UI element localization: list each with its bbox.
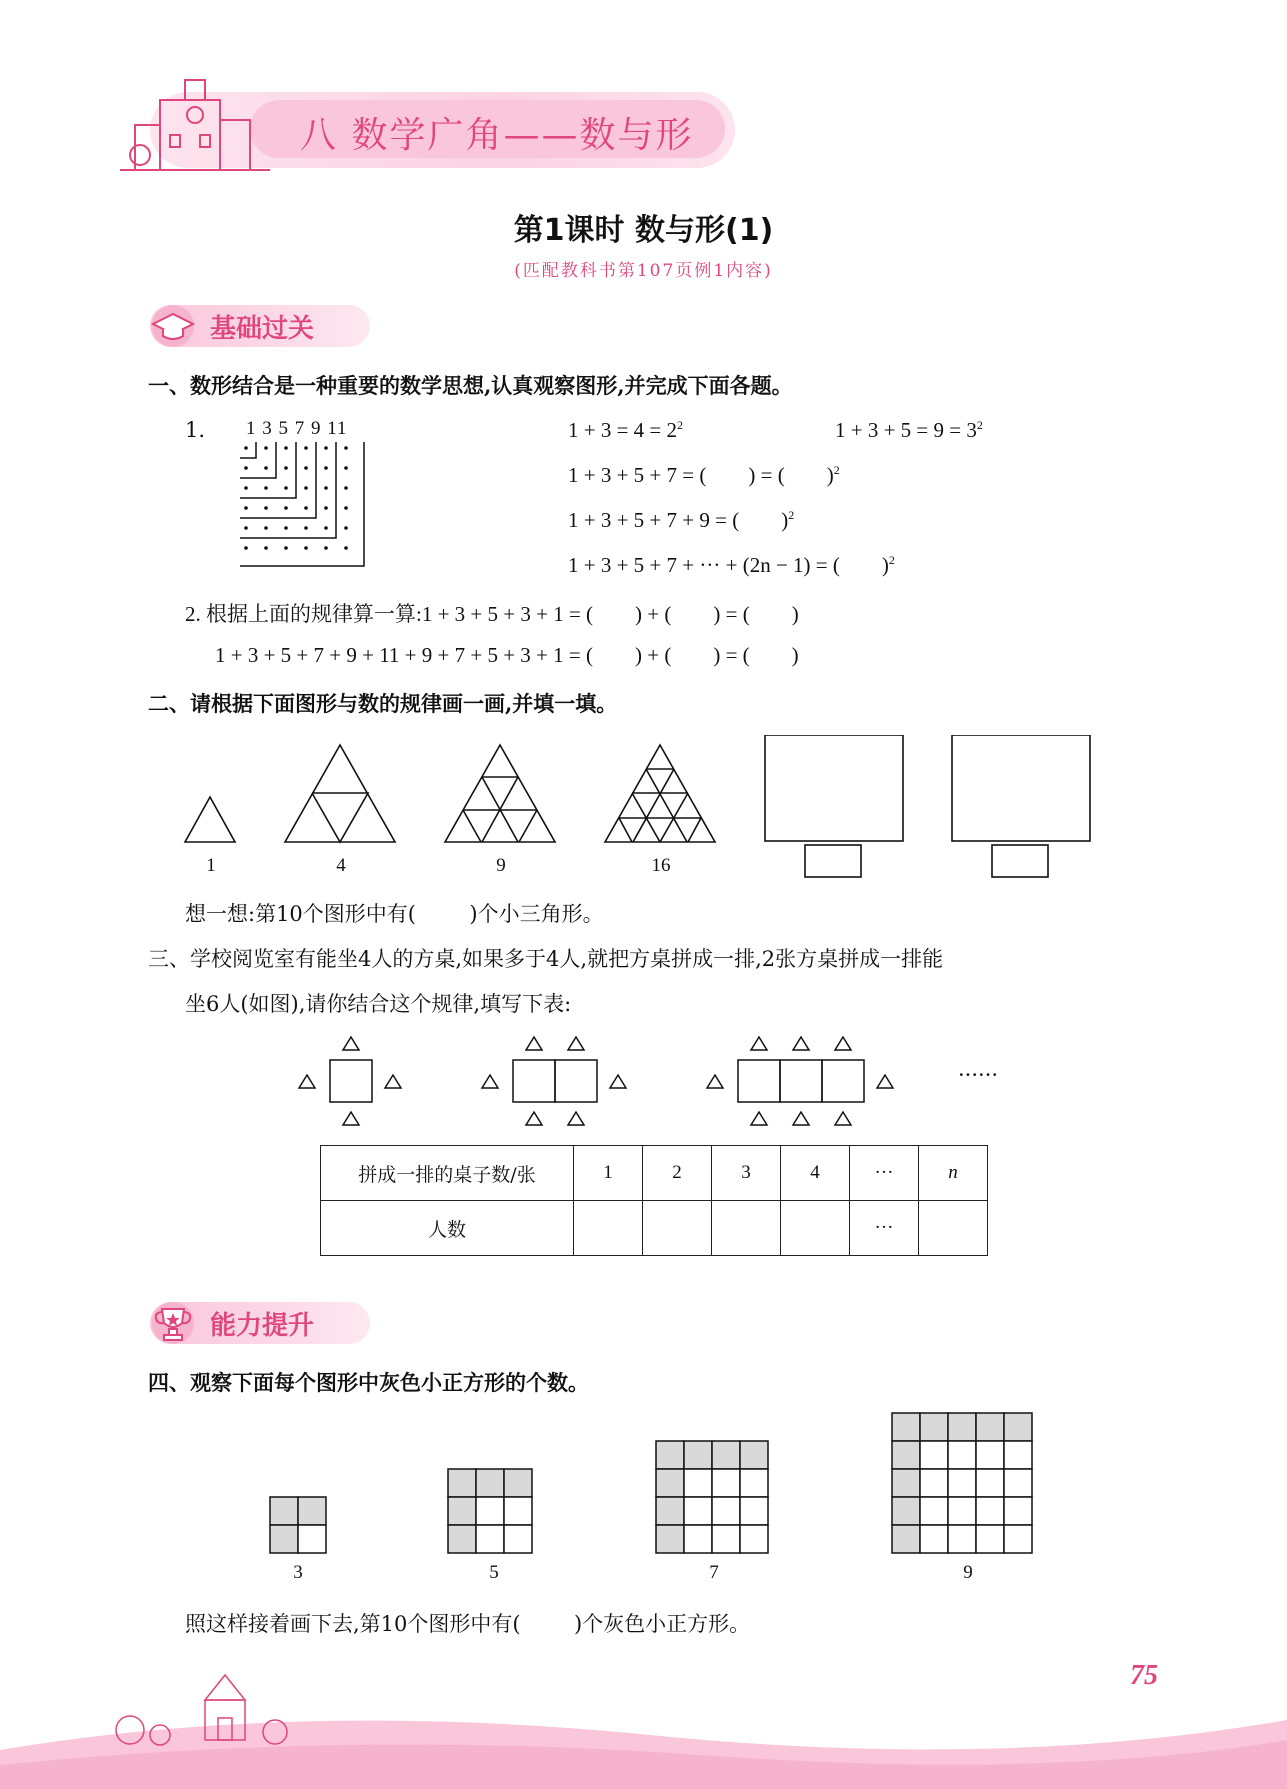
table-header-people: 人数 (321, 1201, 574, 1256)
triangle-figure-3 (445, 745, 555, 842)
seating-table (320, 1145, 988, 1256)
q1-eq5: 1 + 3 + 5 + 7 + ··· + (2n − 1) = ( )$^2$ (568, 553, 895, 577)
draw-box-6 (952, 735, 1090, 841)
square-label-3: 7 (709, 1562, 719, 1583)
square-figure-4 (892, 1413, 1032, 1553)
q1-eq4: 1 + 3 + 5 + 7 + 9 = ( )$^2$ (568, 508, 795, 532)
answer-box-5 (805, 845, 861, 877)
table-cell: 1 (574, 1146, 643, 1201)
table-row (321, 1201, 988, 1256)
dot-square-figure (238, 440, 372, 574)
triangle-figure-1 (185, 797, 235, 842)
square-label-4: 9 (963, 1562, 973, 1583)
triangle-label-1: 1 (206, 855, 216, 876)
section-title-basic: 基础过关 (210, 314, 315, 344)
table-cell: 3 (712, 1146, 781, 1201)
dot-numbers: 1 3 5 7 9 11 (246, 418, 348, 439)
table-answer-cell[interactable] (574, 1201, 643, 1256)
q2-think: 想一想:第10个图形中有( )个小三角形。 (185, 902, 604, 926)
square-figure-2 (448, 1469, 532, 1553)
table-cell: ··· (850, 1146, 919, 1201)
lesson-title: 第1课时 数与形(1) (513, 213, 774, 248)
graduation-cap-icon (145, 302, 201, 348)
q3-ellipsis: ······ (958, 1063, 999, 1087)
q1-eq1: $1 + 3 = 4 = 2^2$ (568, 418, 684, 442)
section-title-advanced: 能力提升 (210, 1311, 315, 1341)
school-building-icon (120, 70, 280, 180)
q1-sub2-line2: 1 + 3 + 5 + 7 + 9 + 11 + 9 + 7 + 5 + 3 + 1 = ( ) + ( ) = ( ) (215, 643, 799, 667)
square-label-2: 5 (489, 1562, 499, 1583)
chapter-title: 八 数学广角——数与形 (300, 115, 694, 156)
trophy-icon (145, 1299, 201, 1345)
q1-prompt: 一、数形结合是一种重要的数学思想,认真观察图形,并完成下面各题。 (148, 373, 793, 398)
answer-box-6 (992, 845, 1048, 877)
q1-sub1-label: 1. (185, 418, 206, 442)
table-answer-cell[interactable] (919, 1201, 988, 1256)
q1-sub2: 2. 根据上面的规律算一算:1 + 3 + 5 + 3 + 1 = ( ) + ( ) = ( ) (185, 602, 799, 626)
table-header-tables: 拼成一排的桌子数/张 (321, 1146, 574, 1201)
draw-box-5 (765, 735, 903, 841)
q1-eq2: $1 + 3 + 5 = 9 = 3^2$ (835, 418, 983, 442)
table-cell: ··· (850, 1201, 919, 1256)
gray-square-figures (260, 1405, 1050, 1565)
q2-prompt: 二、请根据下面图形与数的规律画一画,并填一填。 (148, 691, 618, 716)
q4-prompt: 四、观察下面每个图形中灰色小正方形的个数。 (148, 1370, 589, 1395)
triangle-pattern-figures (180, 735, 1100, 885)
table-answer-cell[interactable] (712, 1201, 781, 1256)
table-cell: 2 (643, 1146, 712, 1201)
q1-eq3: 1 + 3 + 5 + 7 = ( ) = ( )$^2$ (568, 463, 840, 487)
footer-decoration (0, 1640, 1287, 1789)
lesson-subtitle: (匹配教科书第107页例1内容) (514, 261, 773, 281)
page-number: 75 (1130, 1660, 1158, 1691)
q3-prompt-line1: 三、学校阅览室有能坐4人的方桌,如果多于4人,就把方桌拼成一排,2张方桌拼成一排能 (148, 947, 944, 971)
table-answer-cell[interactable] (643, 1201, 712, 1256)
table-row (321, 1146, 988, 1201)
triangle-label-4: 16 (651, 855, 671, 876)
q3-prompt-line2: 坐6人(如图),请你结合这个规律,填写下表: (185, 992, 572, 1016)
table-cell: n (919, 1146, 988, 1201)
triangle-figure-2 (285, 745, 395, 842)
q4-footer: 照这样接着画下去,第10个图形中有( )个灰色小正方形。 (185, 1612, 751, 1636)
table-seating-figures (295, 1030, 935, 1130)
triangle-label-3: 9 (496, 855, 506, 876)
triangle-label-2: 4 (336, 855, 346, 876)
table-cell: 4 (781, 1146, 850, 1201)
square-figure-3 (656, 1441, 768, 1553)
square-label-1: 3 (293, 1562, 303, 1583)
square-figure-1 (270, 1497, 326, 1553)
triangle-figure-4 (605, 745, 715, 842)
table-answer-cell[interactable] (781, 1201, 850, 1256)
